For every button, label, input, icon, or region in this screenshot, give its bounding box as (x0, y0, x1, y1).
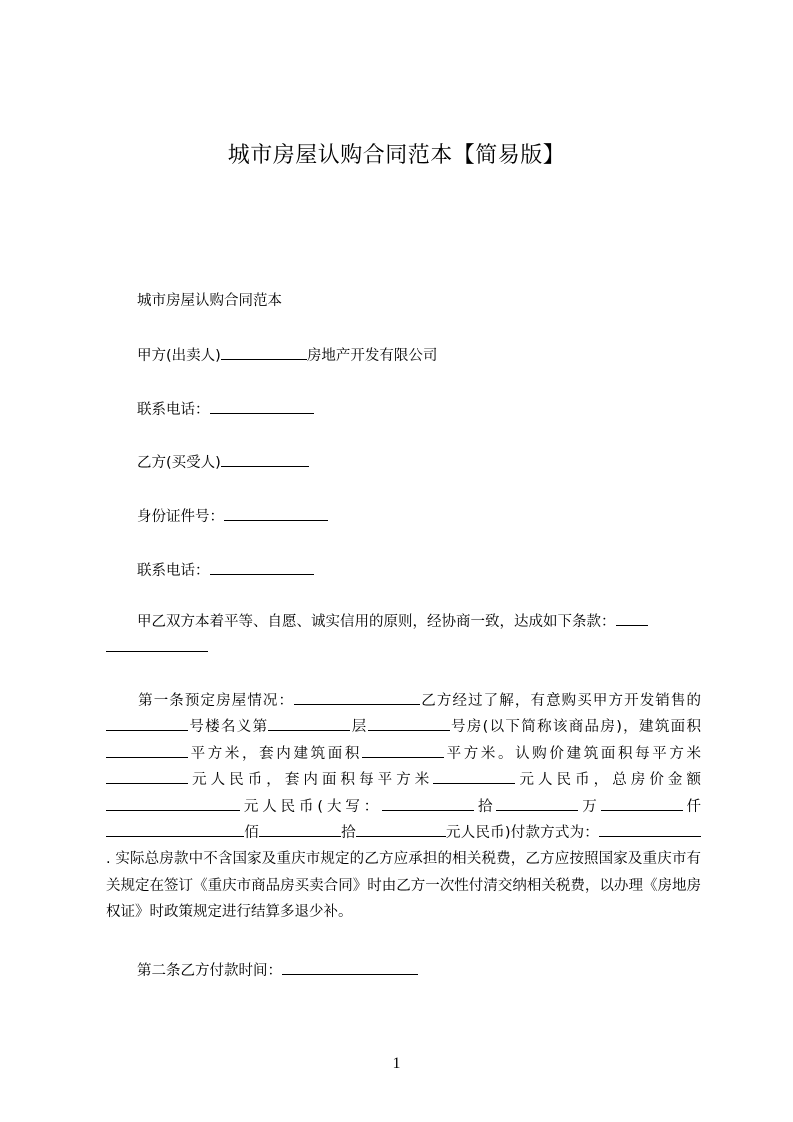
party-b-phone-line: 联系电话： (137, 559, 314, 581)
party-a-line: 甲方(出卖人) 房地产开发有限公司 (137, 344, 437, 366)
payment-time-blank[interactable] (282, 959, 418, 975)
article-2-line: 第二条乙方付款时间： (137, 959, 418, 981)
party-b-line: 乙方(买受人) (137, 451, 309, 473)
party-a-phone-blank[interactable] (210, 398, 314, 414)
party-b-phone-blank[interactable] (210, 559, 314, 575)
id-number-line: 身份证件号： (137, 505, 328, 527)
party-a-blank[interactable] (221, 344, 307, 360)
intro-blank[interactable] (106, 636, 208, 652)
party-a-phone-line: 联系电话： (137, 398, 314, 420)
page-number: 1 (392, 1055, 401, 1072)
intro-paragraph: 甲乙双方本着平等、自愿、诚实信用的原则，经协商一致，达成如下条款： (106, 609, 701, 662)
id-number-blank[interactable] (224, 505, 328, 521)
party-b-blank[interactable] (221, 451, 309, 467)
article-1-paragraph: 第一条预定房屋情况： 乙方经过了解，有意购买甲方开发销售的号楼名义第 层 号房(以下简称该商品房)，建筑面积平方米，套内建筑面积 平方米。认购价建筑面积每平方米元人民币，套内面积每平方米 元人民币，总房价金额元人民币(大写： 拾 万 仟佰 拾 元人民币)付款方式为：. 实际总房款中不含国家及重庆市规定的乙方应承担的相关税费，乙方应按照国家及重庆市有关规定在签订《重庆市商品房买卖合同》时由乙方一次性付清交纳相关税费，以办理《房地房权证》时政策规定进行结算多退少补。 (106, 688, 701, 926)
document-title: 城市房屋认购合同范本【简易版】 (227, 143, 566, 168)
contract-subtitle: 城市房屋认购合同范本 (137, 293, 282, 309)
